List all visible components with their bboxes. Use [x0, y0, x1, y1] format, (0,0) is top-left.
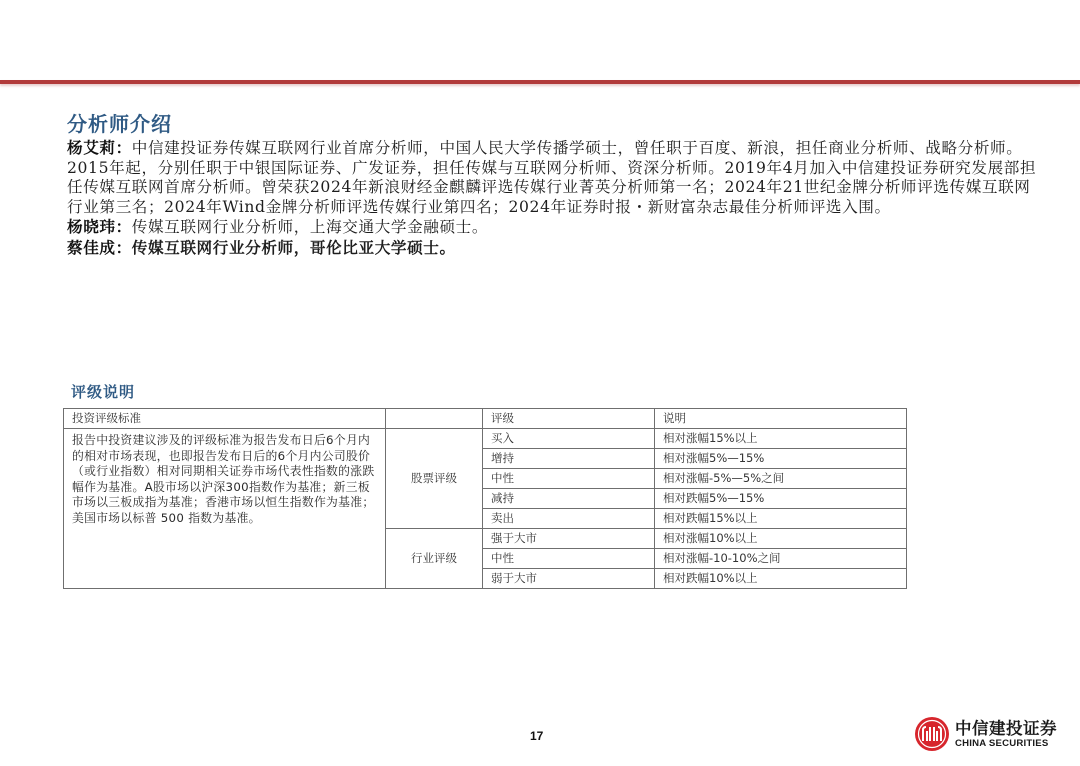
company-logo [914, 716, 1057, 752]
rating-cell: 增持 [483, 449, 655, 469]
analyst-name: 杨晓玮： [67, 217, 132, 237]
category-industry-rating: 行业评级 [386, 529, 483, 589]
header-category [386, 409, 483, 429]
analyst-bio [67, 138, 1042, 217]
description-cell: 相对涨幅-10-10%之间 [655, 549, 907, 569]
page-number: 17 [530, 729, 544, 743]
analyst-bio [67, 238, 1042, 258]
category-stock-rating: 股票评级 [386, 429, 483, 529]
description-cell: 相对跌幅5%—15% [655, 489, 907, 509]
rating-table [63, 408, 907, 589]
analyst-name: 杨艾莉： [67, 138, 132, 157]
analyst-description: 传媒互联网行业分析师，上海交通大学金融硕士。 [131, 218, 489, 237]
rating-cell: 中性 [483, 469, 655, 489]
description-cell: 相对跌幅15%以上 [655, 509, 907, 529]
analyst-section-title: 分析师介绍 [67, 112, 172, 136]
china-securities-logo-icon [914, 716, 950, 752]
description-cell: 相对跌幅10%以上 [655, 569, 907, 589]
table-header-row [64, 409, 907, 429]
rating-cell: 买入 [483, 429, 655, 449]
standard-description: 报告中投资建议涉及的评级标准为报告发布日后6个月内的相对市场表现，也即报告发布日后的6个月内公司股价（或行业指数）相对同期相关证券市场代表性指数的涨跌幅作为基准。A股市场以沪深300指数作为基准；新三板市场以三板成指为基准；香港市场以恒生指数作为基准；美国市场以标普 500 指数为基准。 [64, 429, 386, 589]
analyst-bio [67, 217, 1042, 238]
header-rating: 评级 [483, 409, 655, 429]
description-cell: 相对涨幅5%—15% [655, 449, 907, 469]
analyst-description: 传媒互联网行业分析师，哥伦比亚大学硕士。 [131, 237, 456, 257]
description-cell: 相对涨幅10%以上 [655, 529, 907, 549]
analyst-name: 蔡佳成： [67, 237, 132, 257]
description-cell: 相对涨幅15%以上 [655, 429, 907, 449]
rating-cell: 减持 [483, 489, 655, 509]
rating-cell: 中性 [483, 549, 655, 569]
rating-section-title: 评级说明 [71, 383, 136, 401]
description-cell: 相对涨幅-5%—5%之间 [655, 469, 907, 489]
analyst-description: 中信建投证券传媒互联网行业首席分析师，中国人民大学传播学硕士，曾任职于百度、新浪，担任商业分析师、战略分析师。2015年起，分别任职于中银国际证券、广发证券，担任传媒与互联网分析师、资深分析师。2019年4月加入中信建投证券研究发展部担任传媒互联网首席分析师。曾荣获2024年新浪财经金麒麟评选传媒行业菁英分析师第一名；2024年21世纪金牌分析师评选传媒互联网行业第三名；2024年Wind金牌分析师评选传媒行业第四名；2024年证券时报・新财富杂志最佳分析师评选入围。 [67, 139, 1037, 216]
analyst-bios [67, 138, 1042, 258]
header-standard: 投资评级标准 [64, 409, 386, 429]
table-row [64, 429, 907, 449]
logo-chinese-name: 中信建投证券 [955, 718, 1057, 738]
header-rule [0, 80, 1080, 84]
rating-cell: 强于大市 [483, 529, 655, 549]
rating-cell: 弱于大市 [483, 569, 655, 589]
header-description: 说明 [655, 409, 907, 429]
logo-english-name: CHINA SECURITIES [955, 737, 1049, 749]
rating-cell: 卖出 [483, 509, 655, 529]
